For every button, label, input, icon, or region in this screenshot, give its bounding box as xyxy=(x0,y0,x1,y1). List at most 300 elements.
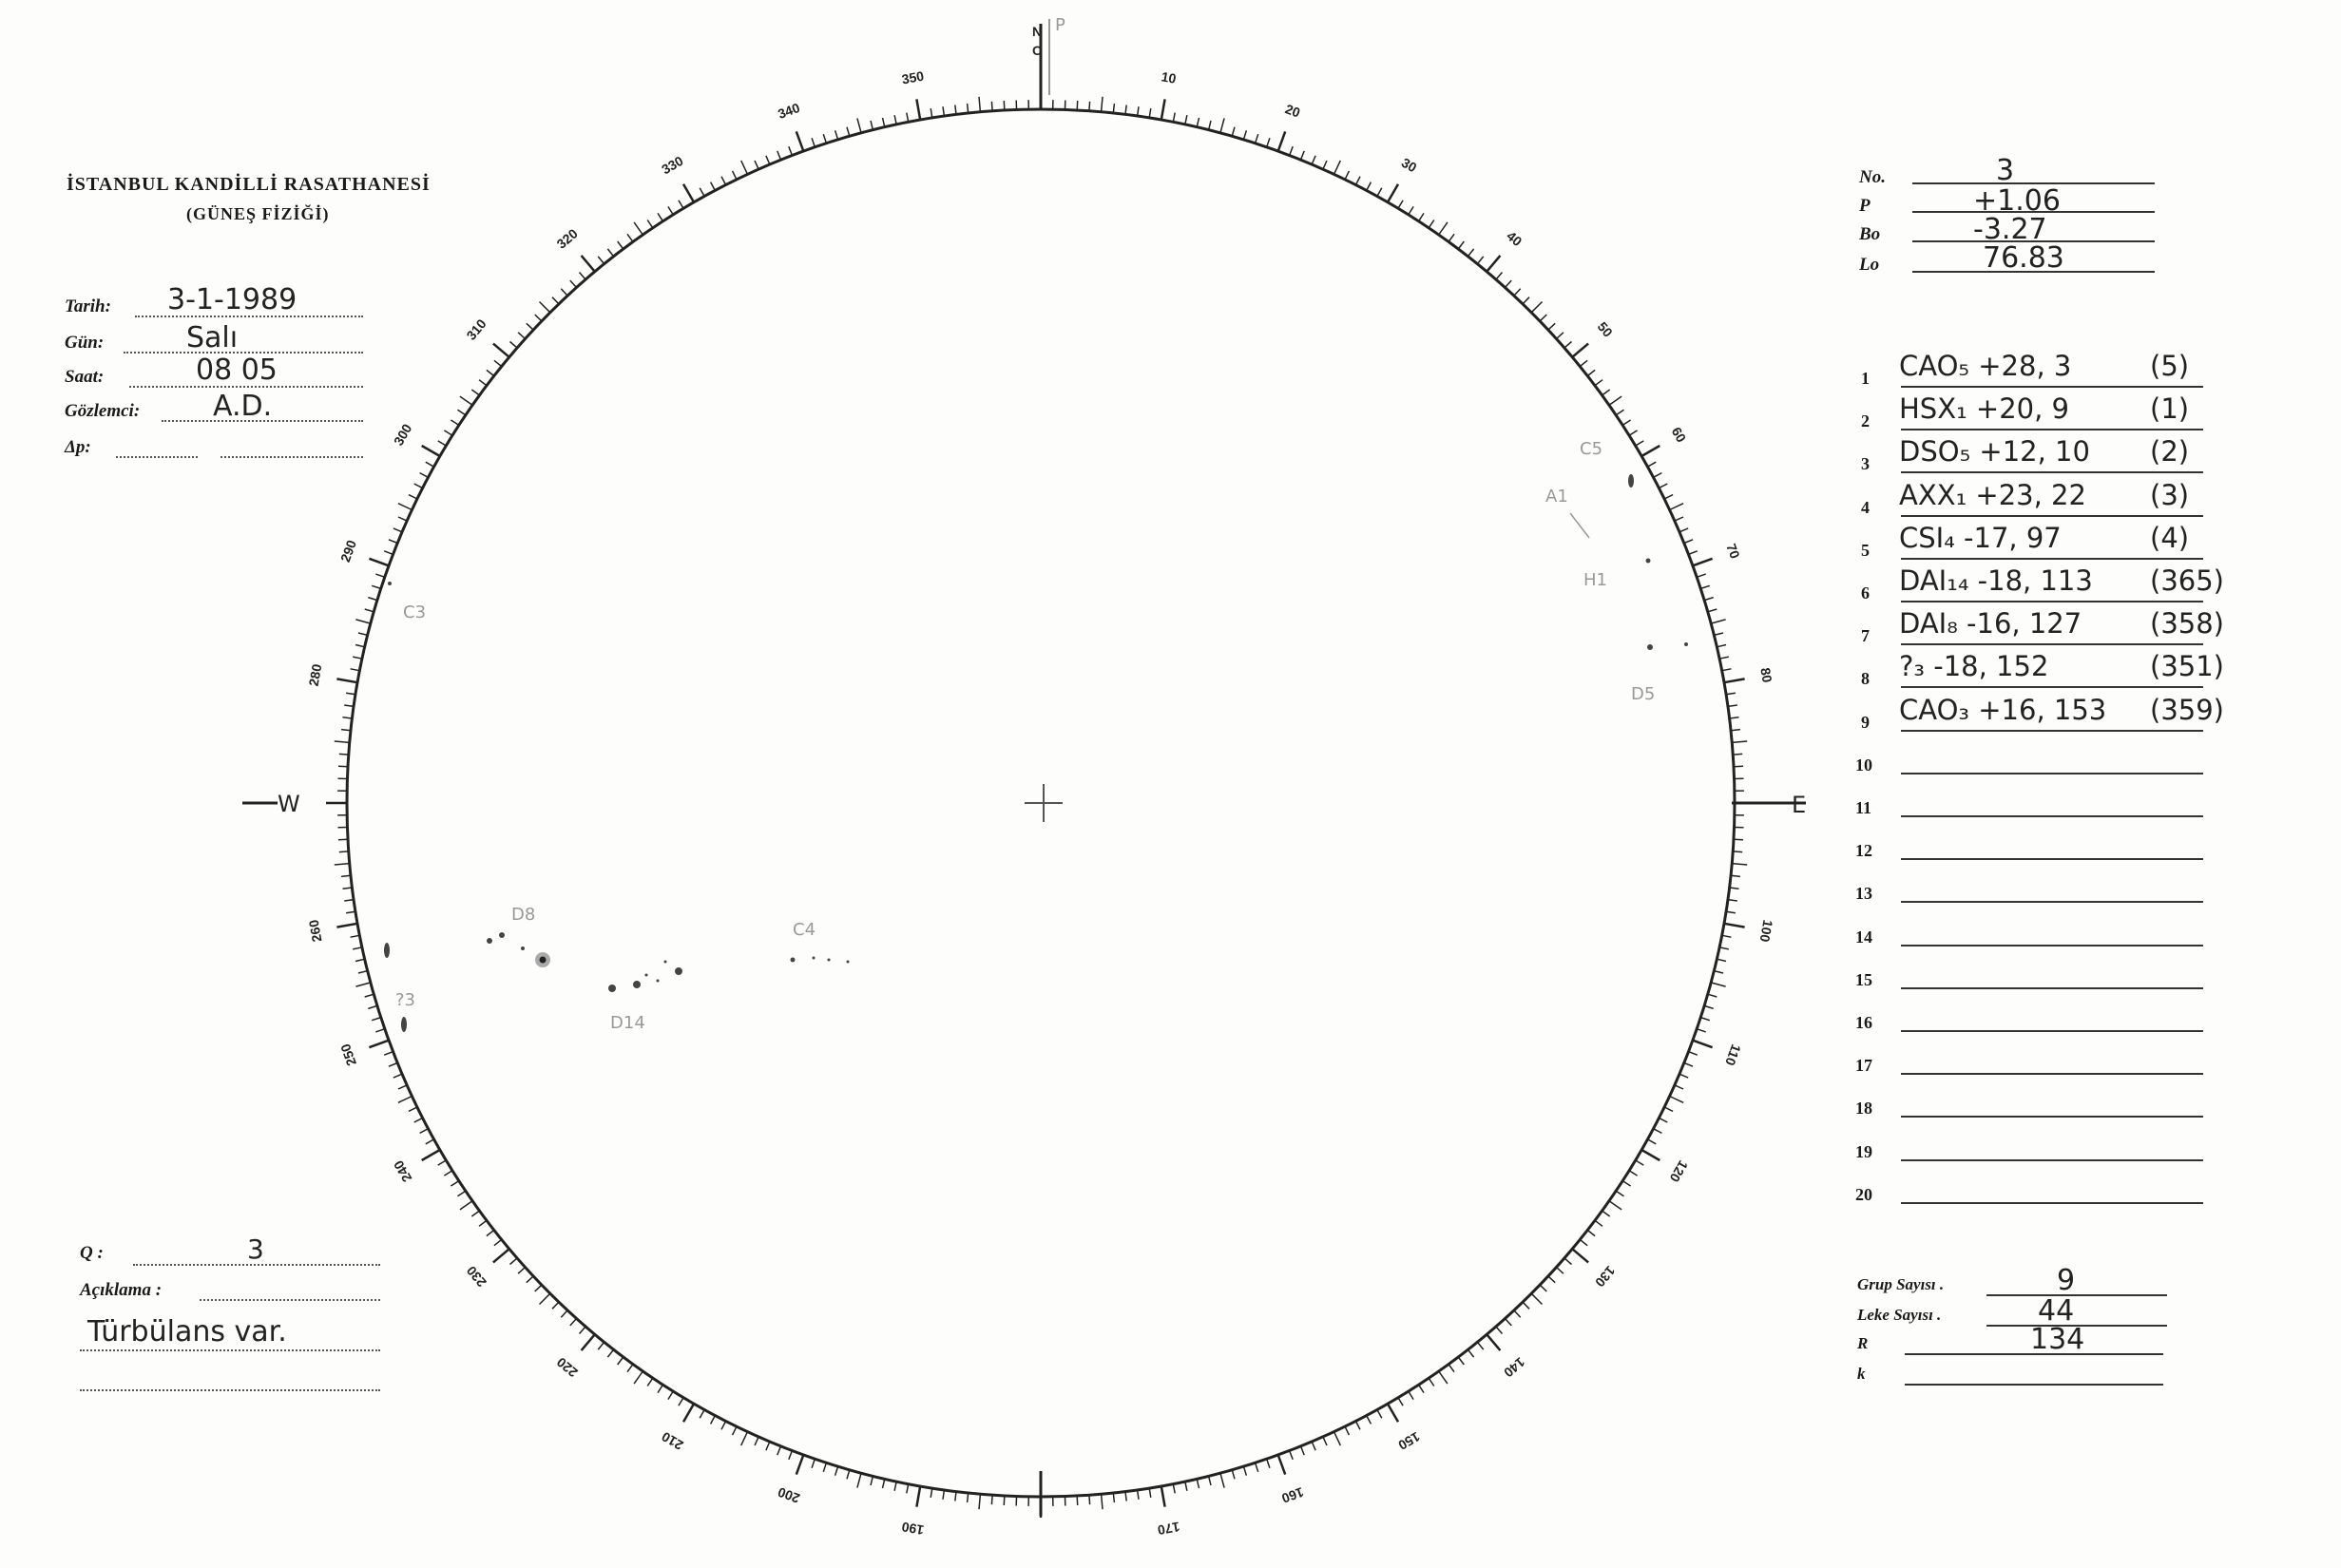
degree-tick xyxy=(420,473,429,478)
degree-tick xyxy=(1256,1463,1258,1472)
degree-tick xyxy=(540,302,550,313)
degree-tick xyxy=(1209,1476,1211,1485)
degree-tick xyxy=(1149,108,1151,118)
group-row-count: (359) xyxy=(2150,694,2224,726)
note-value: Türbülans var. xyxy=(87,1315,287,1348)
degree-tick xyxy=(471,390,479,395)
degree-tick xyxy=(1496,1327,1503,1334)
group-row-classification: CAO₃ +16, 153 xyxy=(1899,694,2107,726)
degree-tick xyxy=(346,693,355,695)
degree-tick xyxy=(1278,131,1286,151)
degree-tick xyxy=(1664,1107,1673,1111)
degree-tick xyxy=(351,935,360,937)
degree-tick xyxy=(1609,396,1621,405)
degree-tick xyxy=(1077,101,1078,110)
degree-label: 100 xyxy=(1756,918,1776,944)
degree-tick xyxy=(1301,1446,1305,1455)
degree-tick xyxy=(1689,551,1698,555)
degree-tick xyxy=(721,177,726,185)
group-row-number: 10 xyxy=(1855,755,1872,774)
degree-tick xyxy=(1684,540,1693,544)
degree-tick xyxy=(857,1473,861,1488)
degree-tick xyxy=(1102,97,1103,112)
group-row-count: (4) xyxy=(2150,522,2190,554)
degree-tick xyxy=(1679,528,1688,532)
degree-tick xyxy=(1089,102,1090,111)
degree-tick xyxy=(460,396,472,405)
degree-tick xyxy=(741,161,748,175)
group-row-number: 7 xyxy=(1861,626,1870,645)
degree-tick xyxy=(733,1426,737,1435)
degree-tick xyxy=(634,222,643,235)
dp-label: Δp: xyxy=(65,437,91,457)
degree-tick xyxy=(458,410,466,415)
annotation-c4: C4 xyxy=(793,920,816,940)
degree-tick xyxy=(1557,333,1564,339)
degree-tick xyxy=(1149,1488,1151,1498)
degree-tick xyxy=(1648,462,1657,467)
west-label: W xyxy=(278,791,300,817)
degree-tick xyxy=(1641,1150,1660,1160)
degree-tick xyxy=(1693,559,1713,566)
degree-tick xyxy=(1220,118,1224,132)
degree-tick xyxy=(368,1005,377,1008)
group-row-number: 5 xyxy=(1861,541,1870,560)
degree-tick xyxy=(1102,1494,1103,1509)
degree-tick xyxy=(1278,1455,1286,1475)
degree-tick xyxy=(582,256,595,272)
degree-label: 330 xyxy=(659,152,686,178)
degree-tick xyxy=(398,504,413,510)
degree-label: 40 xyxy=(1504,227,1525,250)
sunspot-d14-c xyxy=(675,967,682,975)
degree-tick xyxy=(1714,971,1723,973)
degree-tick xyxy=(493,1249,509,1262)
degree-tick xyxy=(1548,323,1555,330)
degree-tick xyxy=(1138,1490,1139,1500)
degree-tick xyxy=(343,888,353,889)
degree-tick xyxy=(1334,1432,1341,1446)
degree-tick xyxy=(426,1139,434,1144)
degree-tick xyxy=(871,121,873,130)
degree-tick xyxy=(1409,206,1413,215)
group-row-number: 2 xyxy=(1861,411,1870,430)
degree-tick xyxy=(627,1365,633,1372)
degree-tick xyxy=(393,528,402,532)
sunspot-group-c5 xyxy=(1628,474,1634,488)
degree-tick xyxy=(1506,280,1512,287)
degree-tick xyxy=(1730,888,1739,889)
degree-tick xyxy=(1429,220,1434,228)
degree-tick xyxy=(668,1391,673,1400)
degree-tick xyxy=(1345,1426,1349,1435)
degree-tick xyxy=(1684,1063,1693,1067)
degree-tick xyxy=(339,851,349,852)
degree-tick xyxy=(1717,959,1726,961)
degree-tick xyxy=(755,161,758,169)
degree-tick xyxy=(1733,851,1742,852)
degree-tick xyxy=(1458,241,1464,249)
degree-tick xyxy=(1243,130,1246,140)
degree-tick xyxy=(1197,1479,1199,1488)
degree-tick xyxy=(444,1171,452,1176)
degree-label: 20 xyxy=(1283,101,1303,121)
degree-tick xyxy=(1220,1473,1224,1488)
degree-tick xyxy=(1004,1496,1005,1505)
group-row-number: 13 xyxy=(1855,884,1872,903)
degree-tick xyxy=(369,1041,389,1048)
degree-tick xyxy=(372,585,381,588)
degree-tick xyxy=(1587,370,1595,375)
degree-tick xyxy=(422,1150,440,1160)
bo-label: Bo xyxy=(1859,224,1881,244)
degree-tick xyxy=(733,171,737,180)
degree-tick xyxy=(1458,1357,1464,1365)
group-row-number: 18 xyxy=(1855,1099,1872,1118)
degree-tick xyxy=(871,1476,873,1485)
degree-tick xyxy=(355,983,371,986)
degree-tick xyxy=(426,462,434,467)
degree-tick xyxy=(598,1342,604,1349)
degree-tick xyxy=(451,420,458,425)
degree-tick xyxy=(979,97,980,112)
degree-tick xyxy=(1564,342,1572,349)
group-row-number: 14 xyxy=(1855,927,1872,947)
sunspot-d8-a xyxy=(487,938,492,944)
degree-tick xyxy=(883,118,885,127)
degree-tick xyxy=(398,1097,413,1103)
degree-label: 320 xyxy=(553,225,581,252)
degree-tick xyxy=(1616,1191,1623,1196)
degree-tick xyxy=(479,380,487,386)
degree-tick xyxy=(510,1258,518,1265)
degree-tick xyxy=(570,1319,577,1326)
degree-label: 160 xyxy=(1279,1484,1306,1507)
degree-tick xyxy=(835,1466,838,1476)
degree-tick xyxy=(1689,1052,1698,1056)
degree-label: 290 xyxy=(336,538,359,564)
sunspot-c4-d xyxy=(847,961,850,964)
degree-tick xyxy=(358,971,368,973)
sunspot-q3-a xyxy=(384,943,390,958)
degree-tick xyxy=(1185,1482,1187,1491)
sunspot-c4-c xyxy=(828,959,831,962)
observer-label: Gözlemci: xyxy=(65,401,141,421)
degree-tick xyxy=(1679,1074,1688,1078)
degree-tick xyxy=(894,115,896,124)
degree-tick xyxy=(1345,171,1349,180)
degree-tick xyxy=(1125,105,1126,115)
degree-tick xyxy=(1732,864,1747,865)
degree-tick xyxy=(755,1437,758,1445)
group-row-count: (365) xyxy=(2150,564,2224,597)
degree-label: 140 xyxy=(1501,1354,1528,1381)
degree-label: 340 xyxy=(776,99,802,122)
group-row-count: (351) xyxy=(2150,650,2224,682)
degree-tick xyxy=(796,131,804,151)
sunspot-d8-c xyxy=(521,947,525,950)
degree-tick xyxy=(931,1488,932,1498)
degree-tick xyxy=(393,1074,402,1078)
degree-tick xyxy=(894,1482,896,1491)
degree-tick xyxy=(700,1410,704,1419)
sunspot-d14-b xyxy=(633,981,641,988)
sunspot-d8-umbra xyxy=(540,957,547,964)
degree-tick xyxy=(1173,113,1175,123)
degree-tick xyxy=(1523,1302,1529,1309)
number-value: 3 xyxy=(1996,154,2015,187)
group-row-classification: CSI₄ -17, 97 xyxy=(1899,522,2062,554)
sunspot-d14-d xyxy=(645,974,648,977)
group-row-number: 16 xyxy=(1855,1013,1872,1032)
degree-tick xyxy=(409,495,417,499)
p-label: P xyxy=(1859,196,1871,216)
group-row-classification: DSO₅ +12, 10 xyxy=(1899,435,2090,468)
group-row-number: 17 xyxy=(1855,1056,1872,1075)
degree-tick xyxy=(796,1455,804,1475)
degree-tick xyxy=(1675,1085,1683,1089)
degree-tick xyxy=(1477,1342,1483,1349)
annotation-d14: D14 xyxy=(610,1013,645,1033)
degree-tick xyxy=(369,559,389,566)
sunspot-group-d5-a xyxy=(1647,644,1653,650)
degree-tick xyxy=(1290,1451,1294,1460)
degree-tick xyxy=(1580,1239,1587,1245)
degree-tick xyxy=(1256,134,1258,143)
degree-tick xyxy=(847,1470,850,1480)
degree-tick xyxy=(1398,1398,1403,1406)
east-label: E xyxy=(1792,792,1807,818)
degree-tick xyxy=(471,1211,479,1216)
degree-tick xyxy=(355,959,365,961)
day-value: Salı xyxy=(186,321,239,354)
degree-tick xyxy=(1724,924,1745,927)
degree-tick xyxy=(1487,256,1500,272)
sunspot-d14-a xyxy=(608,985,616,992)
degree-tick xyxy=(991,102,992,111)
degree-tick xyxy=(355,620,371,623)
degree-tick xyxy=(1670,1097,1684,1103)
degree-tick xyxy=(1301,151,1305,160)
degree-tick xyxy=(1267,138,1270,147)
degree-tick xyxy=(1429,1378,1434,1386)
degree-tick xyxy=(1323,161,1327,169)
degree-label: 120 xyxy=(1666,1157,1692,1185)
degree-tick xyxy=(1355,1421,1360,1429)
degree-tick xyxy=(414,484,423,488)
degree-tick xyxy=(518,1268,525,1274)
degree-tick xyxy=(1487,1334,1500,1350)
degree-tick xyxy=(679,201,683,209)
sunspots xyxy=(384,474,1688,1032)
degree-label: 130 xyxy=(1592,1263,1619,1291)
degree-tick xyxy=(1312,156,1315,164)
degree-tick xyxy=(527,323,533,330)
degree-label: 190 xyxy=(900,1519,926,1539)
degree-tick xyxy=(1531,302,1542,313)
degree-tick xyxy=(1113,104,1114,113)
degree-tick xyxy=(344,900,354,901)
degree-tick xyxy=(493,344,509,357)
degree-tick xyxy=(711,182,716,191)
degree-tick xyxy=(1675,517,1683,521)
group-row-classification: HSX₁ +20, 9 xyxy=(1899,392,2070,425)
sunspot-group-d5-b xyxy=(1684,642,1688,646)
degree-tick xyxy=(336,924,357,927)
degree-tick xyxy=(339,754,349,755)
sunspot-d8-b xyxy=(499,932,505,938)
degree-tick xyxy=(460,1201,472,1210)
degree-tick xyxy=(389,1063,397,1067)
degree-tick xyxy=(907,113,909,123)
degree-tick xyxy=(1232,1470,1235,1480)
degree-tick xyxy=(1439,1371,1448,1384)
group-row-classification: DAI₁₄ -18, 113 xyxy=(1899,564,2093,597)
sunspot-c4-b xyxy=(813,957,816,960)
degree-tick xyxy=(1197,118,1199,127)
degree-tick xyxy=(487,1230,494,1235)
degree-tick xyxy=(1557,1268,1564,1274)
degree-tick xyxy=(494,360,502,366)
degree-tick xyxy=(580,1327,586,1334)
degree-tick xyxy=(777,151,781,160)
degree-label: 220 xyxy=(553,1354,581,1381)
degree-tick xyxy=(943,106,944,116)
degree-label: 350 xyxy=(900,67,926,87)
degree-tick xyxy=(535,1285,542,1291)
degree-tick xyxy=(1243,1466,1246,1476)
degree-tick xyxy=(1659,484,1667,488)
degree-tick xyxy=(1719,657,1729,659)
degree-tick xyxy=(1388,184,1398,202)
group-row-count: (2) xyxy=(2150,435,2190,468)
degree-tick xyxy=(1514,289,1521,296)
degree-tick xyxy=(1636,1160,1644,1165)
degree-tick xyxy=(683,1404,694,1422)
degree-tick xyxy=(1113,1493,1114,1502)
degree-tick xyxy=(1730,717,1739,718)
degree-tick xyxy=(1717,645,1726,647)
degree-tick xyxy=(335,741,350,742)
degree-tick xyxy=(907,1484,909,1494)
degree-tick xyxy=(1732,741,1747,742)
degree-tick xyxy=(335,864,350,865)
degree-tick xyxy=(955,1492,956,1501)
degree-tick xyxy=(1734,766,1743,767)
group-row-number: 11 xyxy=(1855,798,1872,817)
group-row-number: 15 xyxy=(1855,970,1872,989)
degree-label: 70 xyxy=(1723,541,1743,561)
degree-tick xyxy=(1449,234,1454,241)
degree-tick xyxy=(668,206,673,215)
degree-tick xyxy=(338,766,348,767)
degree-tick xyxy=(847,127,850,137)
degree-tick xyxy=(1636,441,1644,446)
degree-tick xyxy=(1409,1391,1413,1400)
degree-tick xyxy=(1398,201,1403,209)
degree-label: 10 xyxy=(1160,68,1178,86)
degree-label: 310 xyxy=(463,316,489,343)
degree-tick xyxy=(1659,1118,1667,1122)
degree-tick xyxy=(823,1463,826,1472)
degree-tick xyxy=(1697,1029,1706,1032)
degree-tick xyxy=(375,574,385,577)
group-row-count: (1) xyxy=(2150,392,2190,425)
degree-tick xyxy=(1734,839,1743,840)
degree-tick xyxy=(355,645,365,647)
group-row-number: 4 xyxy=(1861,498,1870,517)
degree-tick xyxy=(487,370,494,375)
degree-tick xyxy=(1719,947,1729,949)
degree-tick xyxy=(1161,99,1165,120)
degree-tick xyxy=(479,1220,487,1226)
degree-tick xyxy=(1185,115,1187,124)
degree-tick xyxy=(721,1421,726,1429)
degree-tick xyxy=(1334,161,1341,175)
degree-tick xyxy=(658,213,662,220)
degree-tick xyxy=(365,994,374,997)
degree-tick xyxy=(883,1479,885,1488)
q-label: Q : xyxy=(80,1243,104,1263)
degree-tick xyxy=(598,257,604,264)
degree-tick xyxy=(1439,222,1448,235)
degree-tick xyxy=(1693,1041,1713,1048)
group-row-classification: AXX₁ +23, 22 xyxy=(1899,479,2086,511)
degree-tick xyxy=(338,839,348,840)
degree-tick xyxy=(1377,188,1382,197)
degree-tick xyxy=(353,947,362,949)
degree-tick xyxy=(700,188,704,197)
degree-tick xyxy=(1125,1492,1126,1501)
degree-tick xyxy=(1138,106,1139,116)
degree-tick xyxy=(1323,1437,1327,1445)
degree-label: 260 xyxy=(305,918,325,944)
degree-tick xyxy=(580,273,586,280)
group-row-count: (5) xyxy=(2150,350,2190,382)
degree-tick xyxy=(353,657,362,659)
degree-tick xyxy=(766,1442,770,1450)
degree-tick xyxy=(358,633,368,635)
degree-tick xyxy=(857,118,861,132)
group-row-number: 19 xyxy=(1855,1142,1872,1161)
degree-tick xyxy=(1697,574,1706,577)
degree-label: 280 xyxy=(305,662,325,688)
group-row-number: 6 xyxy=(1861,583,1870,602)
degree-tick xyxy=(1664,495,1673,499)
degree-tick xyxy=(341,730,351,731)
degree-tick xyxy=(1506,1319,1512,1326)
degree-label: 30 xyxy=(1398,154,1420,176)
degree-tick xyxy=(1572,1249,1588,1262)
degree-tick xyxy=(341,875,351,876)
degree-tick xyxy=(1629,1171,1638,1176)
degree-tick xyxy=(420,1129,429,1134)
degree-tick xyxy=(1726,911,1736,913)
degree-tick xyxy=(540,1293,550,1304)
note-label: Açıklama : xyxy=(80,1280,163,1300)
group-row-number: 20 xyxy=(1855,1185,1872,1204)
group-row-number: 9 xyxy=(1861,713,1870,732)
degree-tick xyxy=(451,1181,458,1186)
lo-label: Lo xyxy=(1859,255,1880,275)
degree-label: 210 xyxy=(659,1428,686,1454)
degree-tick xyxy=(618,241,624,249)
date-label: Tarih: xyxy=(65,296,111,316)
degree-tick xyxy=(1548,1276,1555,1283)
annotation-a1: A1 xyxy=(1545,487,1568,507)
sunspot-c4-a xyxy=(791,958,796,963)
degree-tick xyxy=(414,1118,423,1122)
